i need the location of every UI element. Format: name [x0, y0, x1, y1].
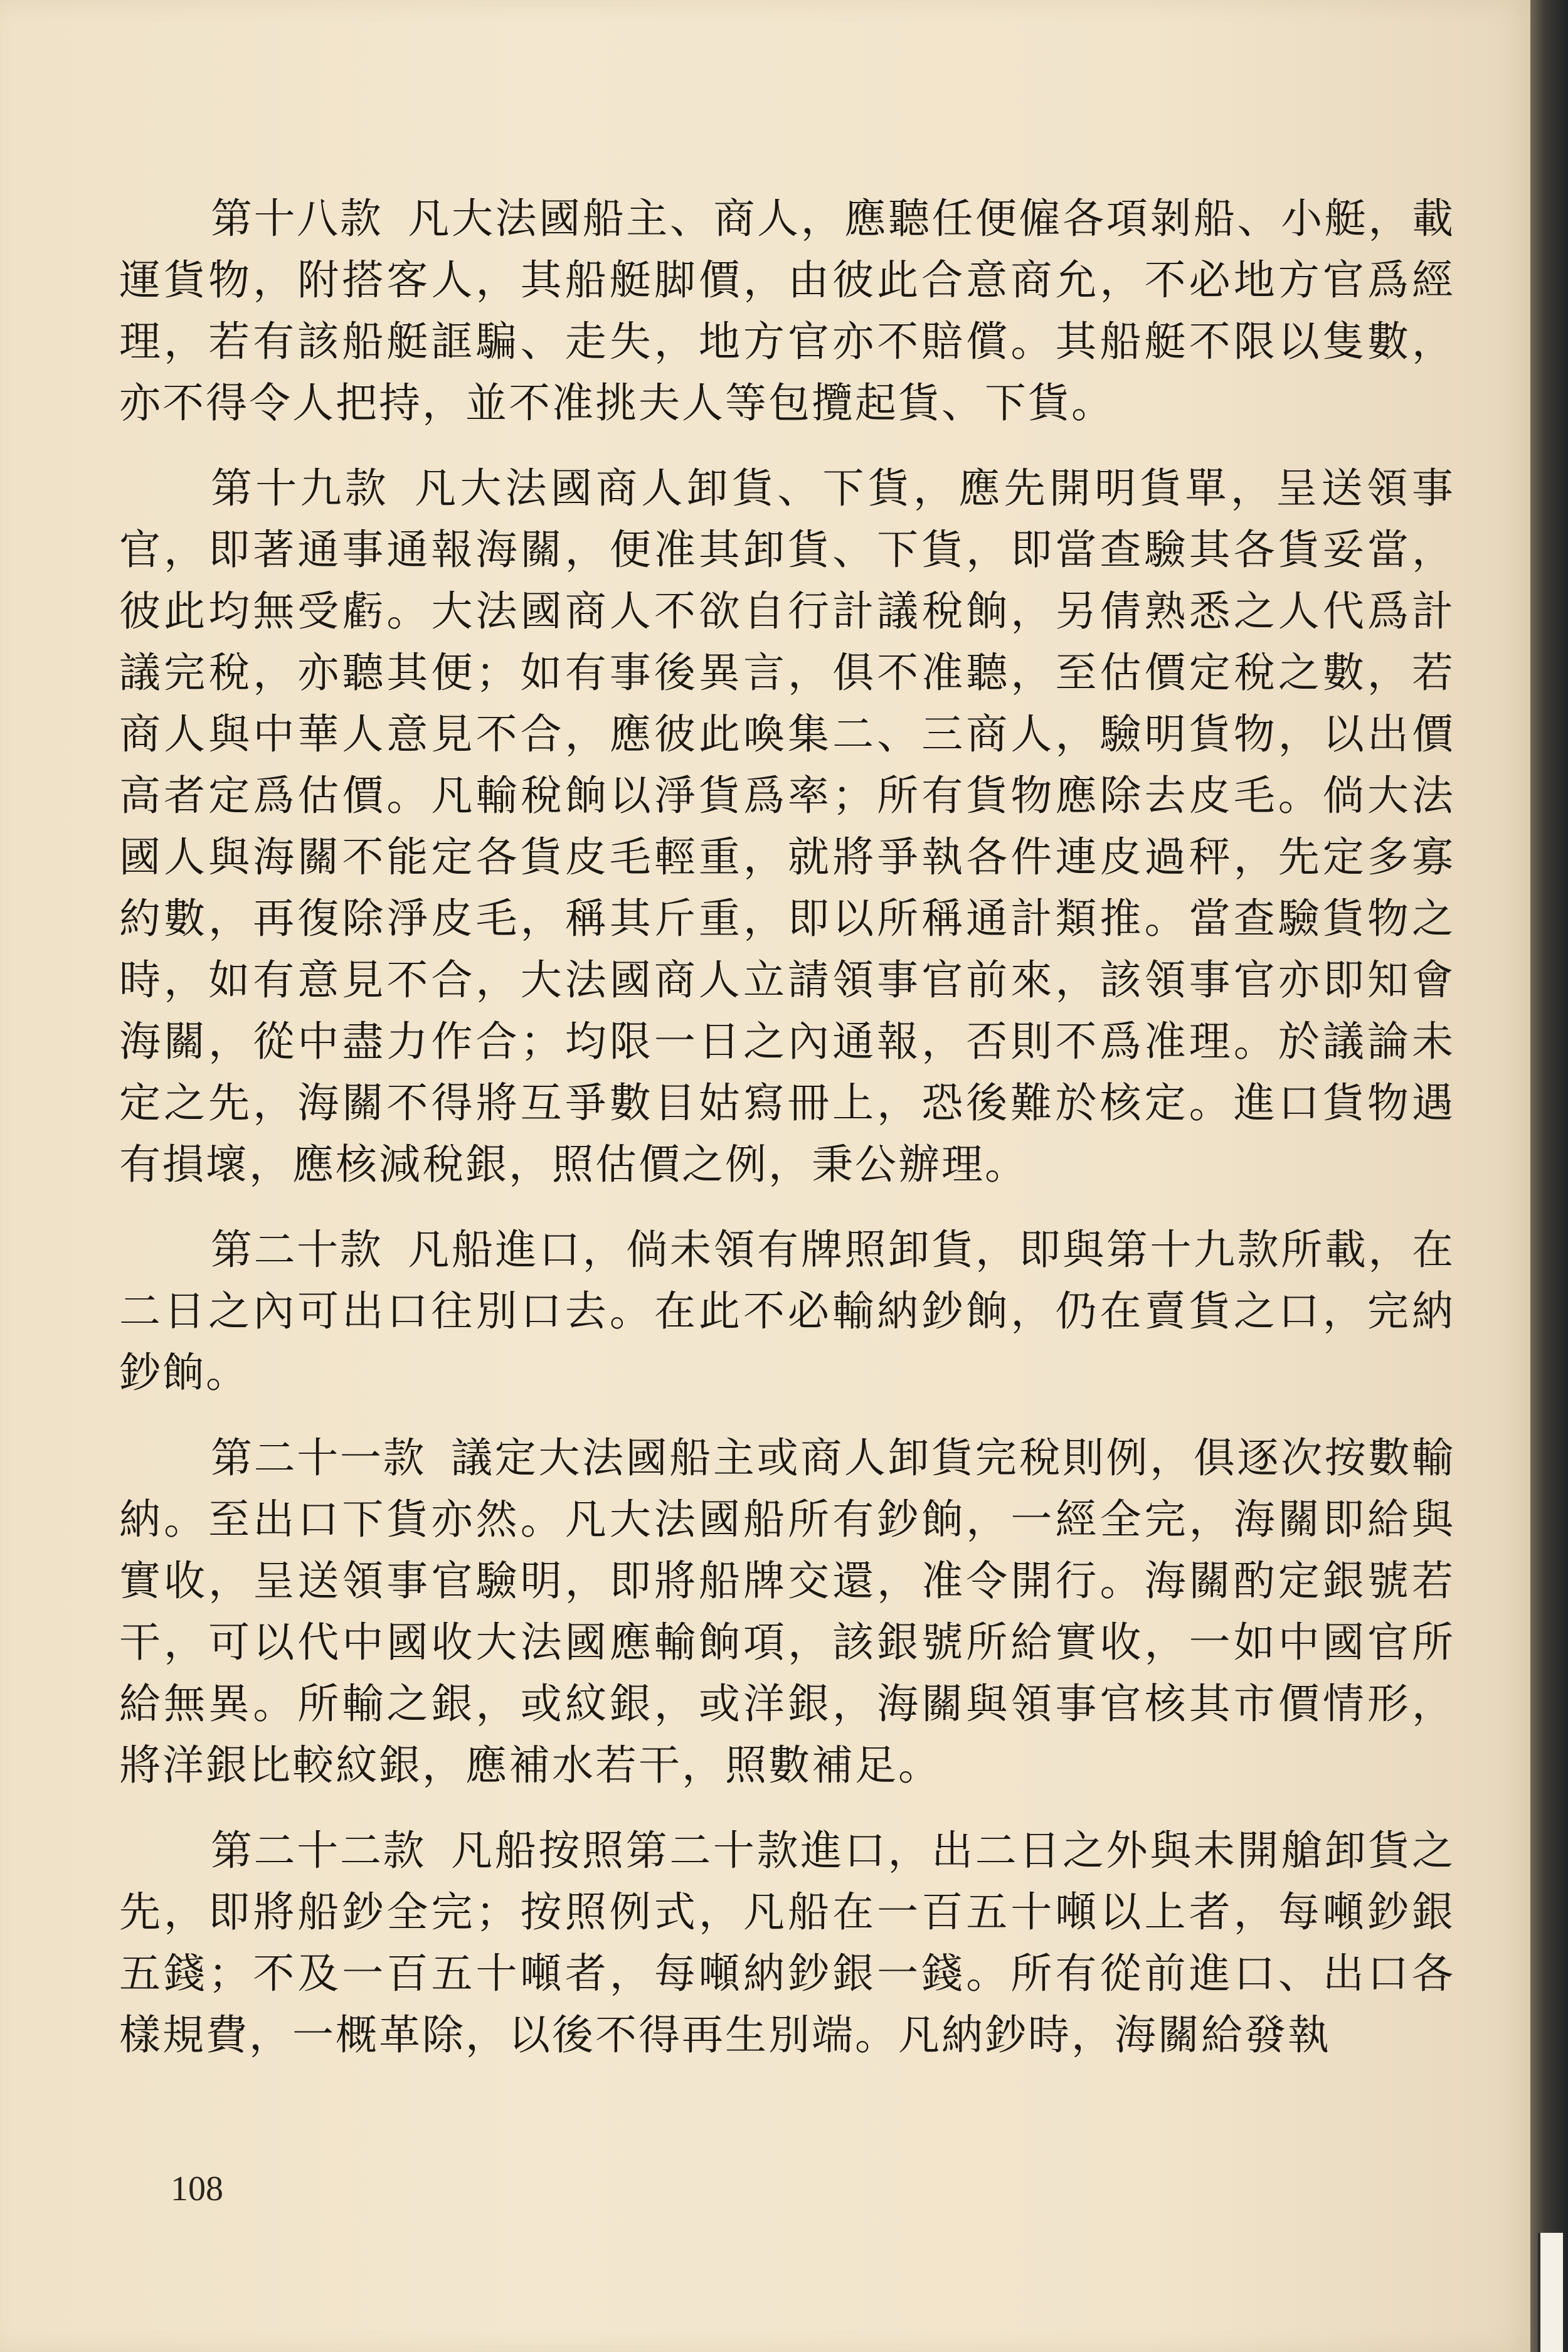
article-heading: 第十八款: [211, 194, 383, 243]
article-body: 凡船進口，倘未領有牌照卸貨，即與第十九款所載，在二日之內可出口往別口去。在此不必輸納鈔餉，仍在賣貨之口，完納鈔餉。: [119, 1226, 1456, 1397]
article-19: [119, 458, 1455, 1195]
article-22: [119, 1820, 1455, 2066]
article-heading: 第二十款: [211, 1226, 383, 1274]
article-18: [119, 188, 1455, 434]
article-body: 議定大法國船主或商人卸貨完稅則例，俱逐次按數輸納。至出口下貨亦然。凡大法國船所有鈔餉，一經全完，海關即給與實收，呈送領事官驗明，即將船牌交還，准令開行。海關酌定銀號若干，可以代中國收大法國應輸餉項，該銀號所給實收，一如中國官所給無異。所輸之銀，或紋銀，或洋銀，海關與領事官核其市價情形，將洋銀比較紋銀，應補水若干，照數補足。: [119, 1434, 1456, 1789]
article-body: 凡大法國船主、商人，應聽任便僱各項剝船、小艇，載運貨物，附搭客人，其船艇脚價，由彼此合意商允，不必地方官爲經理，若有該船艇誆騙、走失，地方官亦不賠償。其船艇不限以隻數，亦不得令人把持，並不准挑夫人等包攬起貨、下貨。: [119, 194, 1456, 427]
article-21: [119, 1428, 1455, 1796]
article-20: [119, 1219, 1455, 1404]
treaty-text: [119, 188, 1455, 2090]
article-body: 凡船按照第二十款進口，出二日之外與未開艙卸貨之先，即將船鈔全完；按照例式，凡船在一百五十噸以上者，每噸鈔銀五錢；不及一百五十噸者，每噸納鈔銀一錢。所有從前進口、出口各樣規費，一概革除，以後不得再生別端。凡納鈔時，海關給發執: [119, 1826, 1456, 2059]
book-spine: [1530, 0, 1568, 2352]
article-heading: 第二十二款: [211, 1826, 426, 1875]
next-page-edge: [1538, 2233, 1563, 2352]
article-heading: 第十九款: [211, 464, 390, 512]
article-body: 凡大法國商人卸貨、下貨，應先開明貨單，呈送領事官，即著通事通報海關，便准其卸貨、下貨，即當查驗其各貨妥當，彼此均無受虧。大法國商人不欲自行計議稅餉，另倩熟悉之人代爲計議完稅，亦聽其便；如有事後異言，俱不准聽，至估價定稅之數，若商人與中華人意見不合，應彼此喚集二、三商人，驗明貨物，以出價高者定爲估價。凡輸稅餉以淨貨爲率；所有貨物應除去皮毛。倘大法國人與海關不能定各貨皮毛輕重，就將爭執各件連皮過秤，先定多寡約數，再復除淨皮毛，稱其斤重，即以所稱通計類推。當查驗貨物之時，如有意見不合，大法國商人立請領事官前來，該領事官亦即知會海關，從中盡力作合；均限一日之內通報，否則不爲准理。於議論未定之先，海關不得將互爭數目姑寫冊上，恐後難於核定。進口貨物遇有損壞，應核減稅銀，照估價之例，秉公辦理。: [119, 464, 1456, 1189]
page-number: 108: [171, 2169, 223, 2208]
article-heading: 第二十一款: [211, 1434, 426, 1482]
